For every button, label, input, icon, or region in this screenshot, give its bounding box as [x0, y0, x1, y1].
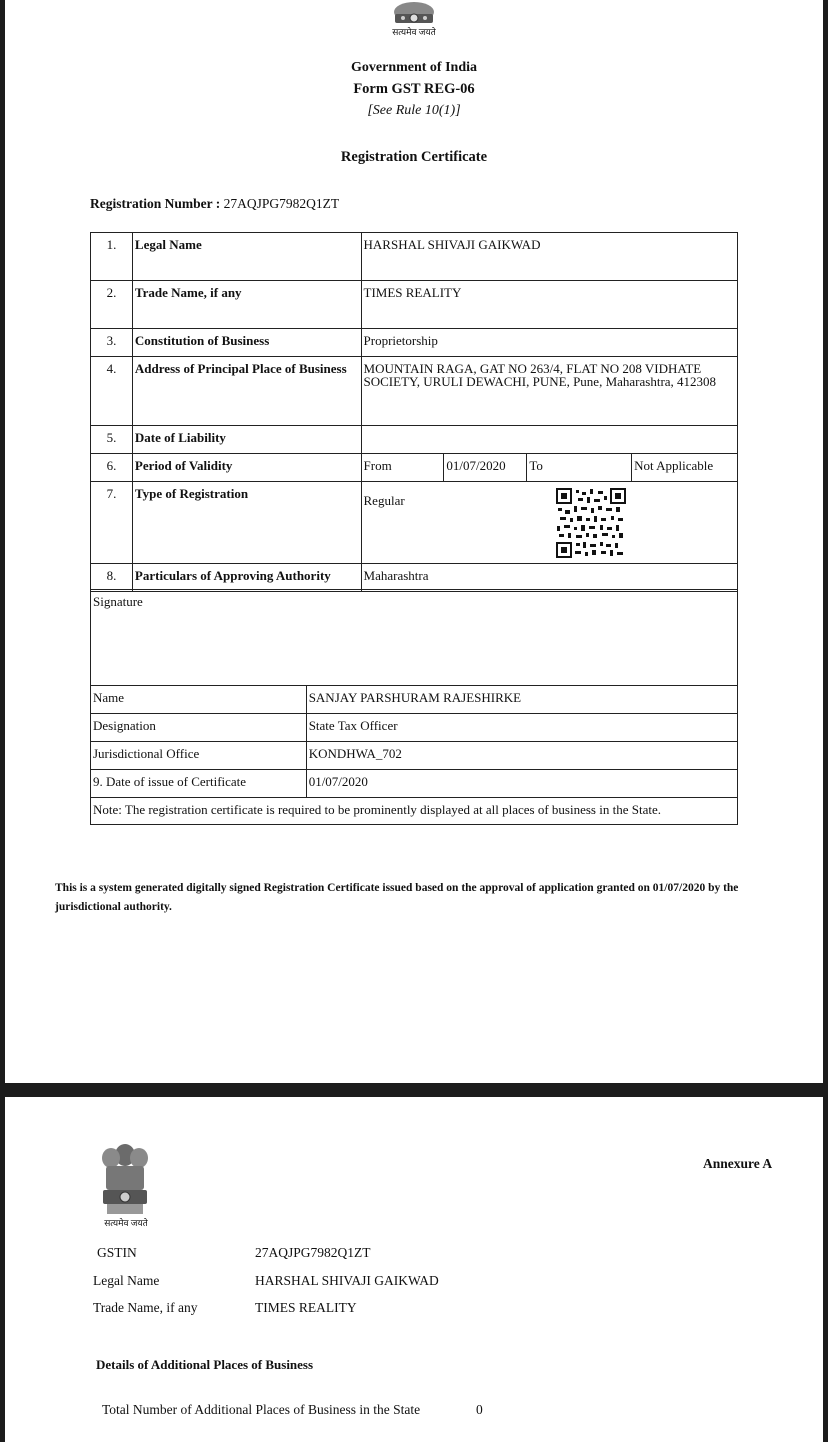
row-label: Type of Registration	[132, 482, 361, 564]
government-heading: Government of India	[351, 60, 477, 75]
table-row	[91, 357, 738, 426]
row-number: 2.	[91, 281, 133, 329]
row-label: Legal Name	[132, 233, 361, 281]
total-places-value: 0	[476, 1402, 483, 1417]
form-title: Form GST REG-06	[353, 81, 475, 97]
table-row	[91, 742, 738, 770]
row-label: Address of Principal Place of Business	[132, 357, 361, 426]
trade-name-value: TIMES REALITY	[361, 281, 737, 329]
display-note: Note: The registration certificate is required to be prominently displayed at all places of business in the State.	[91, 798, 738, 825]
row-number: 8.	[91, 564, 133, 592]
jurisdictional-office-value: KONDHWA_702	[306, 742, 737, 770]
table-row	[91, 564, 738, 592]
gstin-label: GSTIN	[97, 1245, 137, 1260]
legal-name-value: HARSHAL SHIVAJI GAIKWAD	[255, 1273, 439, 1288]
row-number: 3.	[91, 329, 133, 357]
officer-label: Jurisdictional Office	[91, 742, 307, 770]
ashoka-emblem-icon	[98, 1142, 152, 1216]
approving-authority-value: Maharashtra	[361, 564, 737, 592]
annexure-page	[5, 1097, 823, 1442]
row-label: Constitution of Business	[132, 329, 361, 357]
table-row	[91, 590, 738, 686]
row-number: 6.	[91, 454, 133, 482]
table-row	[91, 426, 738, 454]
row-number: 5.	[91, 426, 133, 454]
table-row	[91, 233, 738, 281]
qr-code-icon	[556, 488, 626, 560]
registration-type-value: Regular	[363, 493, 405, 508]
table-row	[91, 770, 738, 798]
officer-name-value: SANJAY PARSHURAM RAJESHIRKE	[306, 686, 737, 714]
registration-number-line	[90, 196, 339, 212]
row-label: Date of Liability	[132, 426, 361, 454]
table-row	[91, 281, 738, 329]
row-label: Period of Validity	[132, 454, 361, 482]
registration-number-label: Registration Number :	[90, 196, 221, 211]
table-row	[91, 686, 738, 714]
officer-details-table	[90, 589, 738, 825]
date-of-liability-value	[361, 426, 737, 454]
certificate-page	[5, 0, 823, 1083]
registration-details-table	[90, 232, 738, 592]
emblem-motto: सत्यमेव जयते	[392, 27, 436, 37]
ashoka-emblem-icon	[391, 0, 437, 26]
table-row	[91, 798, 738, 825]
table-row	[91, 714, 738, 742]
trade-name-label: Trade Name, if any	[93, 1300, 198, 1315]
legal-name-value: HARSHAL SHIVAJI GAIKWAD	[361, 233, 737, 281]
validity-to-label: To	[527, 454, 632, 482]
validity-to-value: Not Applicable	[632, 454, 738, 482]
row-label: Trade Name, if any	[132, 281, 361, 329]
row-label: Particulars of Approving Authority	[132, 564, 361, 592]
row-number: 7.	[91, 482, 133, 564]
officer-label: Name	[91, 686, 307, 714]
table-row	[91, 329, 738, 357]
emblem-motto: सत्यमेव जयते	[104, 1218, 148, 1228]
legal-name-label: Legal Name	[93, 1273, 160, 1288]
gstin-value: 27AQJPG7982Q1ZT	[255, 1245, 371, 1260]
annexure-title: Annexure A	[703, 1156, 773, 1171]
validity-from-date: 01/07/2020	[444, 454, 527, 482]
designation-value: State Tax Officer	[306, 714, 737, 742]
total-places-label: Total Number of Additional Places of Business in the State	[102, 1402, 421, 1417]
additional-places-heading: Details of Additional Places of Business	[96, 1357, 314, 1372]
trade-name-value: TIMES REALITY	[255, 1300, 357, 1315]
row-number: 4.	[91, 357, 133, 426]
officer-label: Designation	[91, 714, 307, 742]
validity-from-label: From	[361, 454, 444, 482]
constitution-value: Proprietorship	[361, 329, 737, 357]
row-number: 1.	[91, 233, 133, 281]
registration-type-cell	[361, 482, 737, 564]
rule-reference: [See Rule 10(1)]	[367, 103, 461, 118]
table-row	[91, 482, 738, 564]
certificate-title: Registration Certificate	[340, 149, 488, 165]
registration-number-value: 27AQJPG7982Q1ZT	[223, 196, 340, 211]
table-row	[91, 454, 738, 482]
signature-field: Signature	[91, 590, 738, 686]
officer-label: 9. Date of issue of Certificate	[91, 770, 307, 798]
issue-date-value: 01/07/2020	[306, 770, 737, 798]
system-generated-footer: This is a system generated digitally signed Registration Certificate issued based on the approval of application granted on 01/07/2020 by the jurisdictional authority.	[55, 882, 739, 913]
address-value: MOUNTAIN RAGA, GAT NO 263/4, FLAT NO 208 VIDHATE SOCIETY, URULI DEWACHI, PUNE, Pune, Maharashtra, 412308	[361, 357, 737, 426]
